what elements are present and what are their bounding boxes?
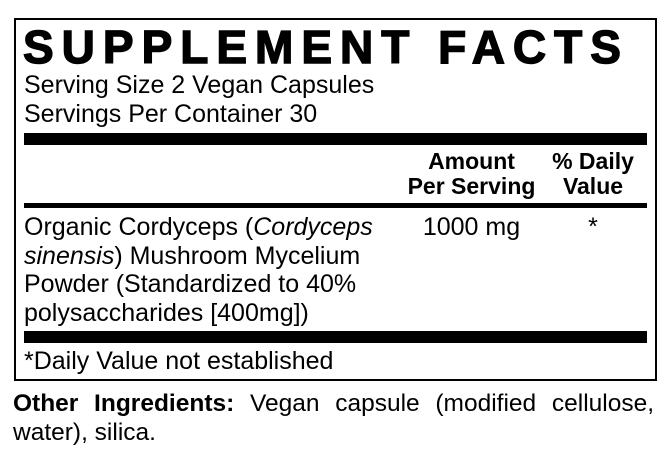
other-ingredients-line1 [13,389,654,418]
ingredient-name-part2: ) Mushroom Mycelium Powder (Standardized to 40% polysaccharides [400mg]) [24,241,361,327]
ingredient-name [24,213,404,327]
ingredient-name-part1: Organic Cordyceps ( [24,213,254,241]
supplement-facts-panel [14,18,657,381]
other-ingredients-line1-rest: Vegan capsule (modified cellulose, [250,390,655,417]
daily-value-footnote: *Daily Value not established [24,347,334,375]
panel-title: SUPPLEMENT FACTS [23,21,629,73]
ingredient-name-italic: Cordyceps sinensis [24,213,373,270]
column-header-row [24,145,647,203]
other-ingredients-line2: water), silica. [13,419,156,446]
column-header-dv-line1: % Daily [552,148,634,174]
column-header-amount [404,149,539,199]
column-header-daily-value [539,149,647,199]
divider-thick-top [24,133,647,145]
column-header-dv-line2: Value [562,173,624,199]
other-ingredients-section [13,389,654,447]
column-header-amount-line2: Per Serving [407,173,536,199]
serving-size-text: Serving Size 2 Vegan Capsules [24,71,375,99]
ingredient-row [24,208,647,327]
divider-thick-bottom [24,331,647,343]
ingredient-amount: 1000 mg [422,213,521,241]
column-header-amount-line1: Amount [428,148,515,174]
servings-per-container-text: Servings Per Container 30 [24,100,318,128]
ingredient-daily-value: * [588,213,598,241]
other-ingredients-label: Other Ingredients: [13,390,235,417]
